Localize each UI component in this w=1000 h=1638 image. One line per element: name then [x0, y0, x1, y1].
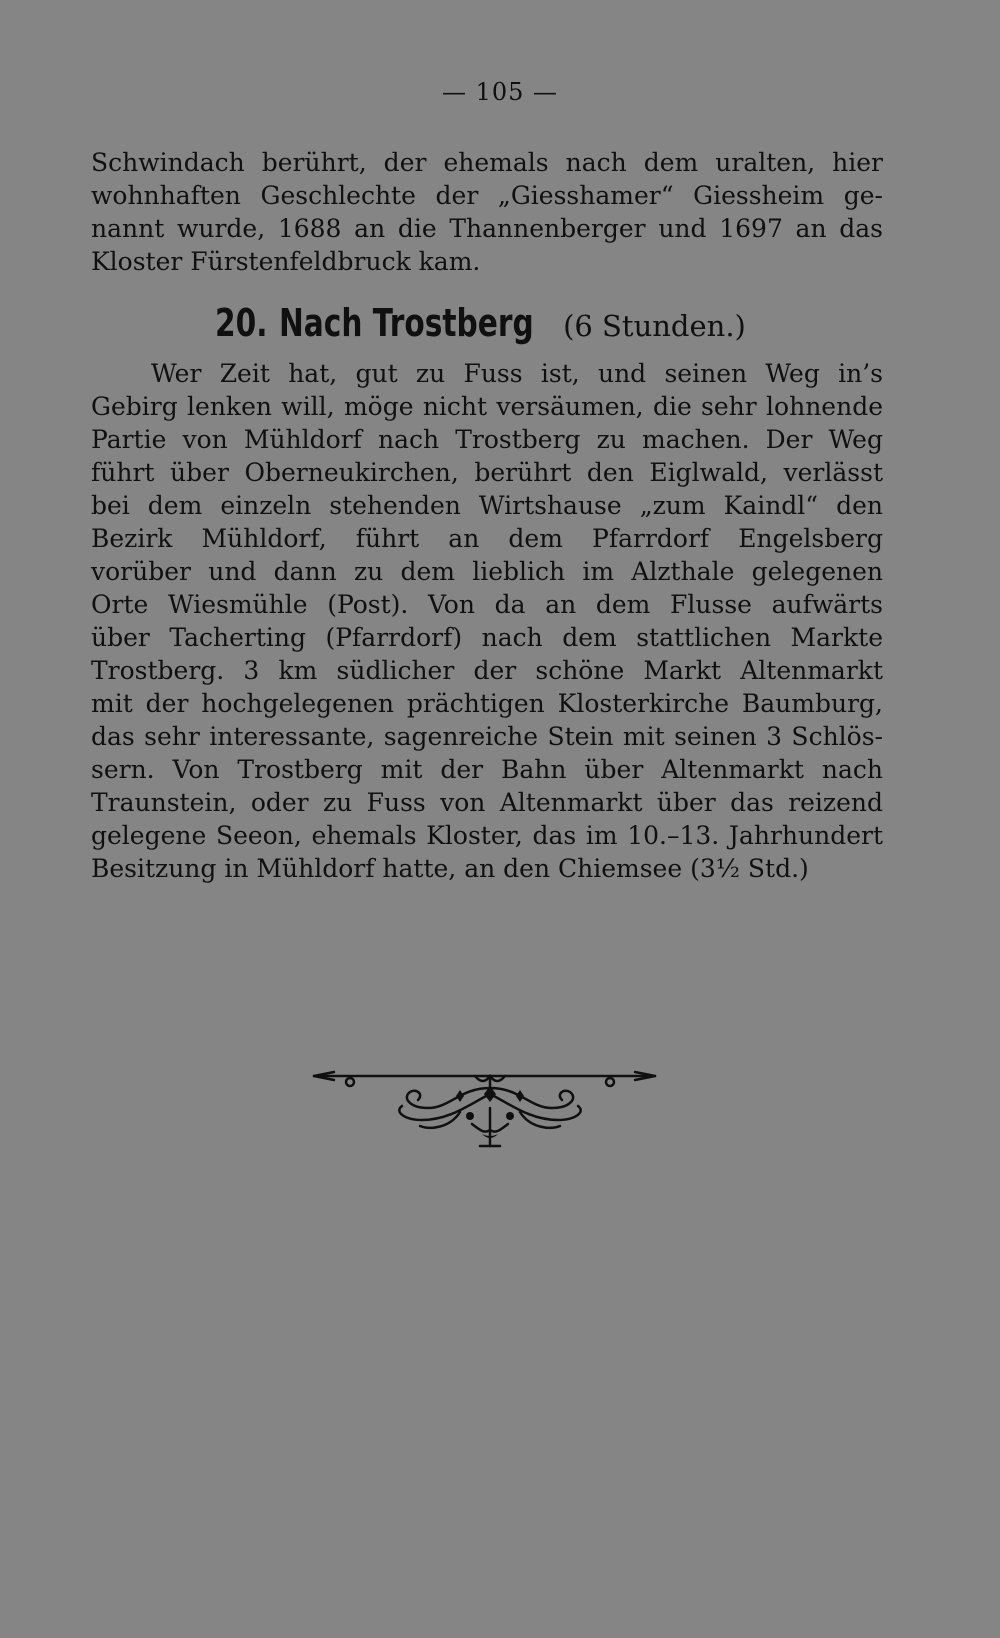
text-line: Kloster Fürstenfeldbruck kam.	[91, 247, 481, 276]
decorative-vignette-icon	[310, 1068, 670, 1158]
text-line: wohnhaften Geschlechte der „Giesshamer“ Giessheim ge-	[91, 181, 883, 210]
text-line: Besitzung in Mühldorf hatte, an den Chiemsee (3½ Std.)	[91, 854, 809, 883]
page-number: — 105 —	[441, 78, 559, 106]
text-line: Schwindach berührt, der ehemals nach dem uralten, hier	[91, 148, 883, 177]
text-line: nannt wurde, 1688 an die Thannenberger und 1697 an das	[91, 214, 883, 243]
text-line: Traunstein, oder zu Fuss von Altenmarkt über das reizend	[91, 788, 883, 817]
text-line: mit der hochgelegenen prächtigen Klosterkirche Baumburg,	[91, 689, 883, 718]
text-line: Gebirg lenken will, möge nicht versäumen, die sehr lohnende	[91, 392, 883, 421]
text-line: bei dem einzeln stehenden Wirtshause „zum Kaindl“ den	[91, 491, 883, 520]
section-title: Nach Trostberg	[279, 301, 535, 345]
section-duration: (6 Stunden.)	[563, 309, 746, 343]
text-line: sern. Von Trostberg mit der Bahn über Altenmarkt nach	[91, 755, 883, 784]
section-heading	[215, 301, 815, 345]
section-number: 20.	[215, 301, 268, 345]
text-line: Partie von Mühldorf nach Trostberg zu machen. Der Weg	[91, 425, 883, 454]
text-line: Bezirk Mühldorf, führt an dem Pfarrdorf Engelsberg	[91, 524, 883, 553]
text-line: vorüber und dann zu dem lieblich im Alzthale gelegenen	[91, 557, 883, 586]
text-line: Orte Wiesmühle (Post). Von da an dem Flusse aufwärts	[91, 590, 883, 619]
text-line: gelegene Seeon, ehemals Kloster, das im 10.–13. Jahrhundert	[91, 821, 883, 850]
text-line: das sehr interessante, sagenreiche Stein mit seinen 3 Schlös-	[91, 722, 883, 751]
route-paragraph	[91, 357, 883, 885]
text-line: über Tacherting (Pfarrdorf) nach dem stattlichen Markte	[91, 623, 883, 652]
text-line: Wer Zeit hat, gut zu Fuss ist, und seinen Weg in’s	[151, 359, 883, 388]
intro-paragraph	[91, 146, 883, 278]
text-line: führt über Oberneukirchen, berührt den Eiglwald, verlässt	[91, 458, 883, 487]
text-line: Trostberg. 3 km südlicher der schöne Markt Altenmarkt	[91, 656, 883, 685]
